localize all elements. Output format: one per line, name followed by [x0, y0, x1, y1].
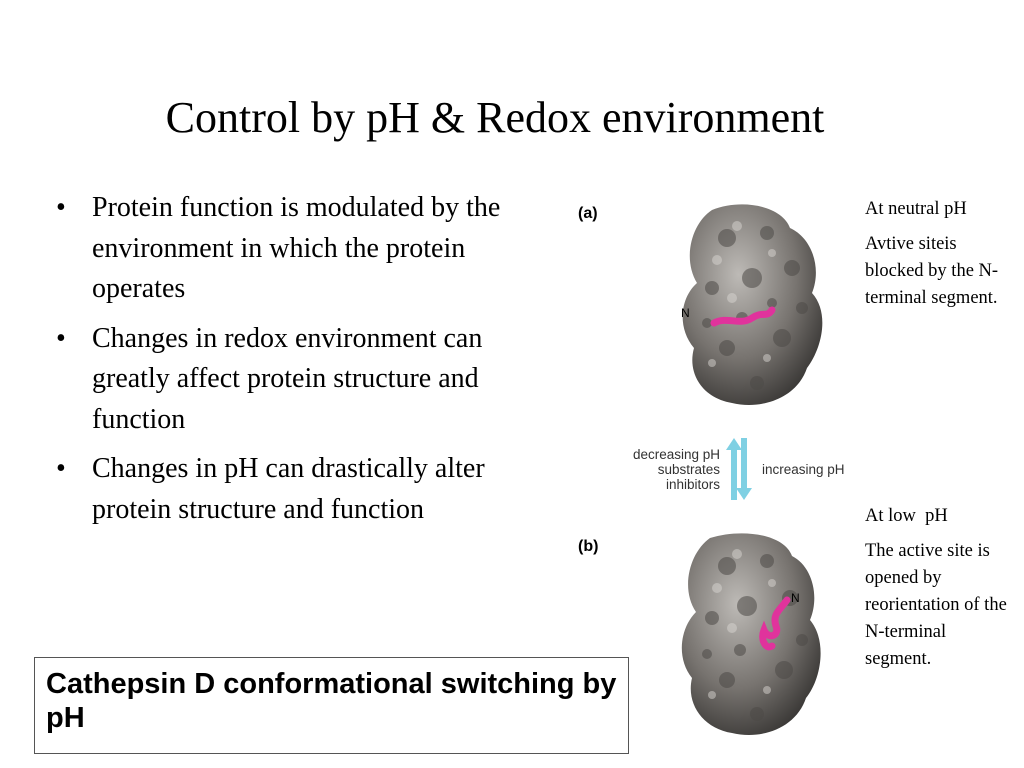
- bullet-text: Changes in pH can drastically alter protein structure and function: [92, 453, 485, 525]
- n-terminus-label-a: N: [681, 306, 690, 320]
- bullet-text: Protein function is modulated by the environment in which the protein operates: [92, 192, 501, 304]
- figure-caption-box: Cathepsin D conformational switching by pH: [34, 657, 629, 754]
- panel-a-label: (a): [578, 205, 598, 222]
- neutral-ph-annotation: [865, 196, 1015, 320]
- bullet-marker: •: [56, 453, 66, 484]
- bullet-marker: •: [56, 192, 66, 223]
- arrow-left-line-3: inhibitors: [665, 477, 720, 492]
- bullet-item: [52, 188, 552, 310]
- low-ph-heading: At low pH: [865, 506, 948, 526]
- protein-structure-neutral-image: [672, 198, 832, 413]
- low-ph-annotation: [865, 503, 1015, 681]
- arrow-left-line-2: substrates: [657, 462, 720, 477]
- n-terminus-label-b: N: [791, 591, 800, 605]
- panel-b-label: (b): [578, 538, 599, 555]
- neutral-ph-text: Avtive siteis blocked by the N-terminal segment.: [865, 234, 999, 308]
- protein-structure-low-ph-image: [672, 528, 832, 743]
- bullet-item: [52, 449, 552, 530]
- neutral-ph-heading: At neutral pH: [865, 199, 967, 219]
- low-ph-text: The active site is opened by reorientation of the N-terminal segment.: [865, 541, 1007, 669]
- slide-title: Control by pH & Redox environment: [165, 93, 825, 142]
- arrow-left-labels: [630, 447, 720, 492]
- bullet-item: [52, 319, 552, 441]
- equilibrium-arrows-icon: [726, 436, 752, 502]
- bullet-text: Changes in redox environment can greatly affect protein structure and function: [92, 322, 483, 435]
- bullet-marker: •: [56, 322, 66, 354]
- arrow-right-label: increasing pH: [762, 462, 845, 477]
- bullet-list: [52, 188, 552, 539]
- arrow-left-line-1: decreasing pH: [632, 447, 720, 462]
